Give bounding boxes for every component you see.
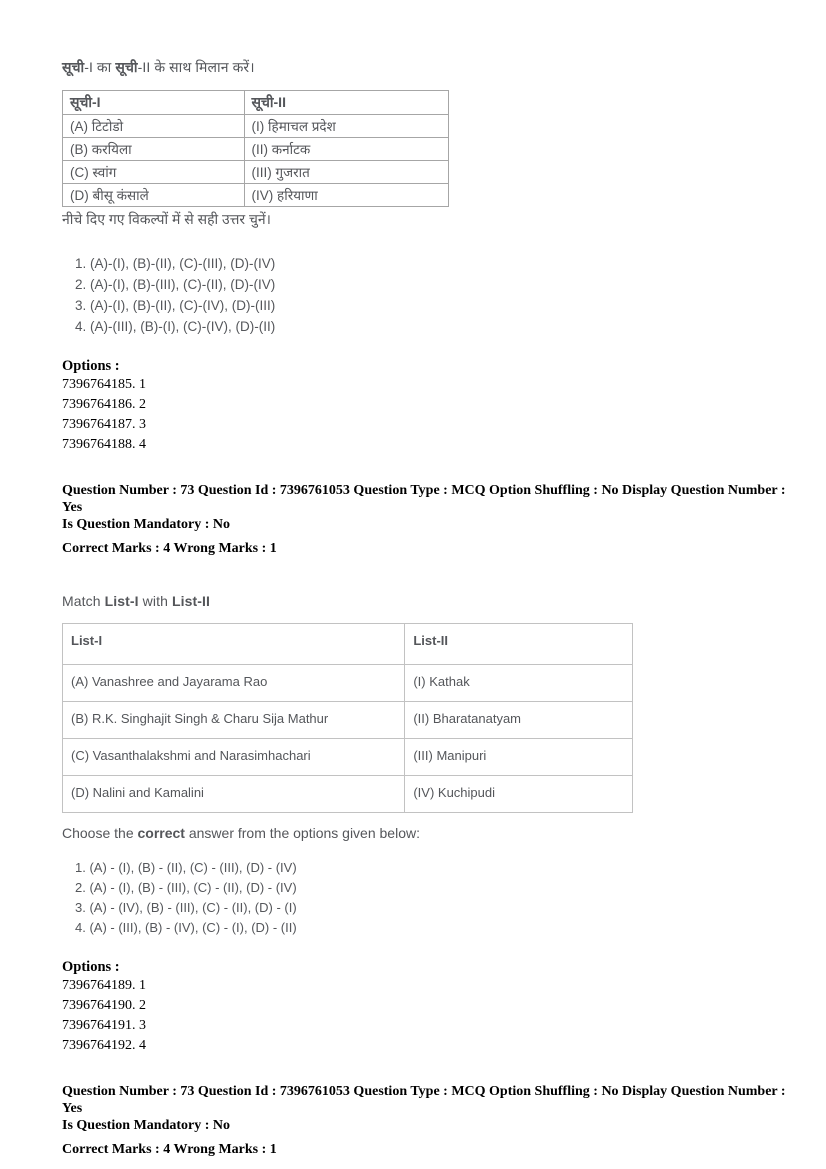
table-row: [63, 184, 449, 207]
heading-regular-segment: -I का: [84, 59, 116, 75]
match-table-hindi: [62, 90, 449, 207]
instruction-regular-segment: answer from the options given below:: [184, 825, 420, 841]
option-id-row: 7396764192. 4: [62, 1038, 146, 1053]
question1-option-list: [62, 253, 786, 337]
table-cell: (A) टिटोडो: [63, 115, 245, 138]
option-id-row: 7396764189. 1: [62, 978, 146, 993]
table-cell: (B) R.K. Singhajit Singh & Charu Sija Mathur: [63, 702, 405, 739]
question1-instruction: नीचे दिए गए विकल्पों में से सही उत्तर चुनें।: [62, 211, 271, 227]
table-cell: (B) करयिला: [63, 138, 245, 161]
table-header-row: [63, 624, 633, 665]
table-header-row: [63, 91, 449, 115]
table-cell: (III) गुजरात: [244, 161, 448, 184]
question2-heading: [62, 593, 786, 609]
table-cell: (C) स्वांग: [63, 161, 245, 184]
table-cell: (IV) Kuchipudi: [405, 776, 633, 813]
question1-answer-key: [62, 358, 786, 455]
question-marks-line: Correct Marks : 4 Wrong Marks : 1: [62, 541, 277, 556]
option-row: 1. (A) - (I), (B) - (II), (C) - (III), (D) - (IV): [75, 860, 297, 875]
table-row: [63, 115, 449, 138]
table-cell: (I) हिमाचल प्रदेश: [244, 115, 448, 138]
table-row: [63, 702, 633, 739]
option-row: 1. (A)-(I), (B)-(II), (C)-(III), (D)-(IV): [75, 256, 276, 271]
option-row: 3. (A)-(I), (B)-(II), (C)-(IV), (D)-(III): [75, 298, 276, 313]
heading-bold-segment: List-I: [104, 593, 139, 609]
table-row: [63, 739, 633, 776]
question2-option-list: [62, 858, 786, 938]
question2-metadata: [62, 1083, 786, 1158]
question-meta-line: Is Question Mandatory : No: [62, 1118, 231, 1133]
heading-bold-segment: सूची: [115, 59, 138, 75]
option-row: 4. (A) - (III), (B) - (IV), (C) - (I), (D) - (II): [75, 920, 297, 935]
question2-instruction: [62, 825, 786, 841]
list1-header-cell: सूची-I: [63, 91, 245, 115]
table-cell: (III) Manipuri: [405, 739, 633, 776]
table-cell: (D) Nalini and Kamalini: [63, 776, 405, 813]
option-row: 2. (A)-(I), (B)-(III), (C)-(II), (D)-(IV): [75, 277, 276, 292]
table-cell: (II) Bharatanatyam: [405, 702, 633, 739]
match-table-english: [62, 623, 633, 813]
question-marks-line: Correct Marks : 4 Wrong Marks : 1: [62, 1142, 277, 1157]
question-meta-line: Is Question Mandatory : No: [62, 517, 231, 532]
options-label: Options :: [62, 358, 120, 374]
table-row: [63, 776, 633, 813]
heading-regular-segment: -II के साथ मिलान करें।: [137, 59, 255, 75]
table-cell: (C) Vasanthalakshmi and Narasimhachari: [63, 739, 405, 776]
table-row: [63, 161, 449, 184]
option-row: 2. (A) - (I), (B) - (III), (C) - (II), (D) - (IV): [75, 880, 297, 895]
table-row: [63, 138, 449, 161]
heading-bold-segment: List-II: [171, 593, 210, 609]
option-row: 4. (A)-(III), (B)-(I), (C)-(IV), (D)-(II): [75, 319, 276, 334]
options-label: Options :: [62, 959, 120, 975]
option-id-row: 7396764186. 2: [62, 397, 146, 412]
option-id-row: 7396764187. 3: [62, 417, 146, 432]
question2-answer-key: [62, 959, 786, 1056]
question-meta-line: Question Number : 73 Question Id : 7396761053 Question Type : MCQ Option Shuffling : No Display Question Number : Yes: [62, 1084, 786, 1116]
table-cell: (D) बीसू कंसाले: [63, 184, 245, 207]
question1-metadata: [62, 482, 786, 557]
heading-bold-segment: सूची: [62, 59, 85, 75]
list2-header-cell: List-II: [405, 624, 633, 665]
option-id-row: 7396764185. 1: [62, 377, 146, 392]
heading-regular-segment: Match: [62, 593, 105, 609]
option-id-row: 7396764191. 3: [62, 1018, 146, 1033]
heading-regular-segment: with: [138, 593, 172, 609]
instruction-regular-segment: Choose the: [62, 825, 138, 841]
list1-header-cell: List-I: [63, 624, 405, 665]
instruction-bold-segment: correct: [137, 825, 185, 841]
table-cell: (I) Kathak: [405, 665, 633, 702]
table-cell: (IV) हरियाणा: [244, 184, 448, 207]
question-meta-line: Question Number : 73 Question Id : 7396761053 Question Type : MCQ Option Shuffling : No Display Question Number : Yes: [62, 483, 786, 515]
table-row: [63, 665, 633, 702]
option-row: 3. (A) - (IV), (B) - (III), (C) - (II), (D) - (I): [75, 900, 297, 915]
option-id-row: 7396764190. 2: [62, 998, 146, 1013]
question1-heading: [62, 58, 786, 77]
table-cell: (II) कर्नाटक: [244, 138, 448, 161]
option-id-row: 7396764188. 4: [62, 437, 146, 452]
table-cell: (A) Vanashree and Jayarama Rao: [63, 665, 405, 702]
list2-header-cell: सूची-II: [244, 91, 448, 115]
